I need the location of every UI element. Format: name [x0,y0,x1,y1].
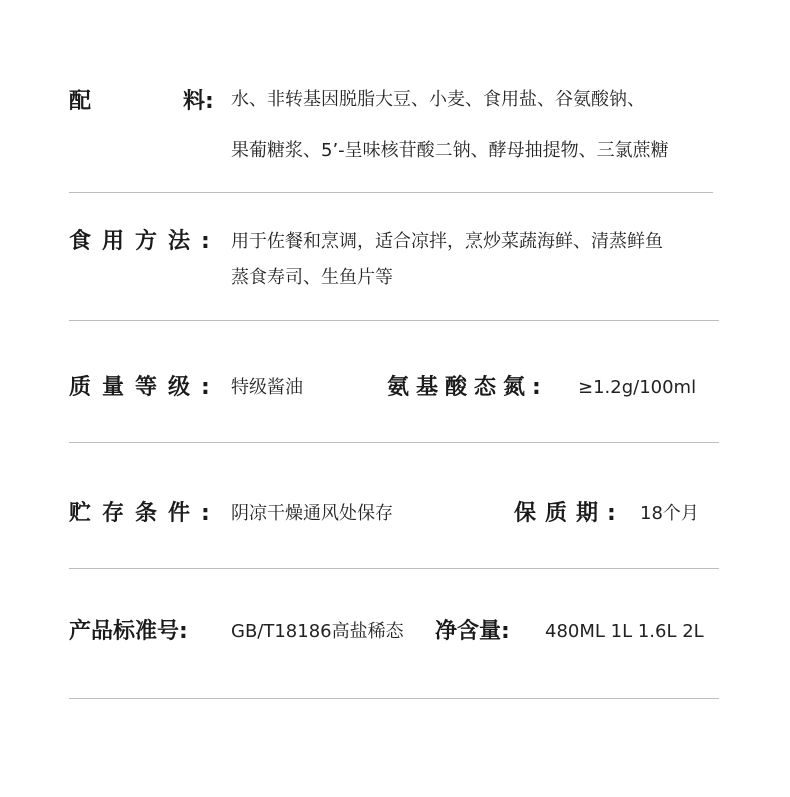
usage-label: 食用方法: [69,229,221,254]
storage-value: 阴凉干燥通风处保存 [231,503,393,524]
standard-label: 产品标准号: [69,619,188,644]
ingredients-label-left: 配 [69,89,92,114]
ingredients-line-2: 果葡糖浆、5’-呈味核苷酸二钠、酵母抽提物、三氯蔗糖 [231,140,669,161]
divider [69,698,719,699]
shelf-life-value: 18个月 [640,503,699,524]
usage-line-1: 用于佐餐和烹调，适合凉拌，烹炒菜蔬海鲜、清蒸鲜鱼 [231,231,663,252]
net-content-value: 480ML 1L 1.6L 2L [545,621,704,642]
divider [69,320,719,321]
amino-nitrogen-label: 氨基酸态氮: [387,375,548,400]
grade-value: 特级酱油 [231,377,303,398]
shelf-life-label: 保质期: [514,501,625,526]
storage-label: 贮存条件: [69,501,221,526]
ingredients-label-right: 料: [183,89,214,114]
divider [69,568,719,569]
divider [69,192,713,193]
divider [69,442,719,443]
standard-value: GB/T18186高盐稀态 [231,621,404,642]
usage-line-2: 蒸食寿司、生鱼片等 [231,267,393,288]
net-content-label: 净含量: [435,619,510,644]
amino-nitrogen-value: ≥1.2g/100ml [578,377,697,398]
ingredients-line-1: 水、非转基因脱脂大豆、小麦、食用盐、谷氨酸钠、 [231,89,645,110]
grade-label: 质量等级: [69,375,221,400]
